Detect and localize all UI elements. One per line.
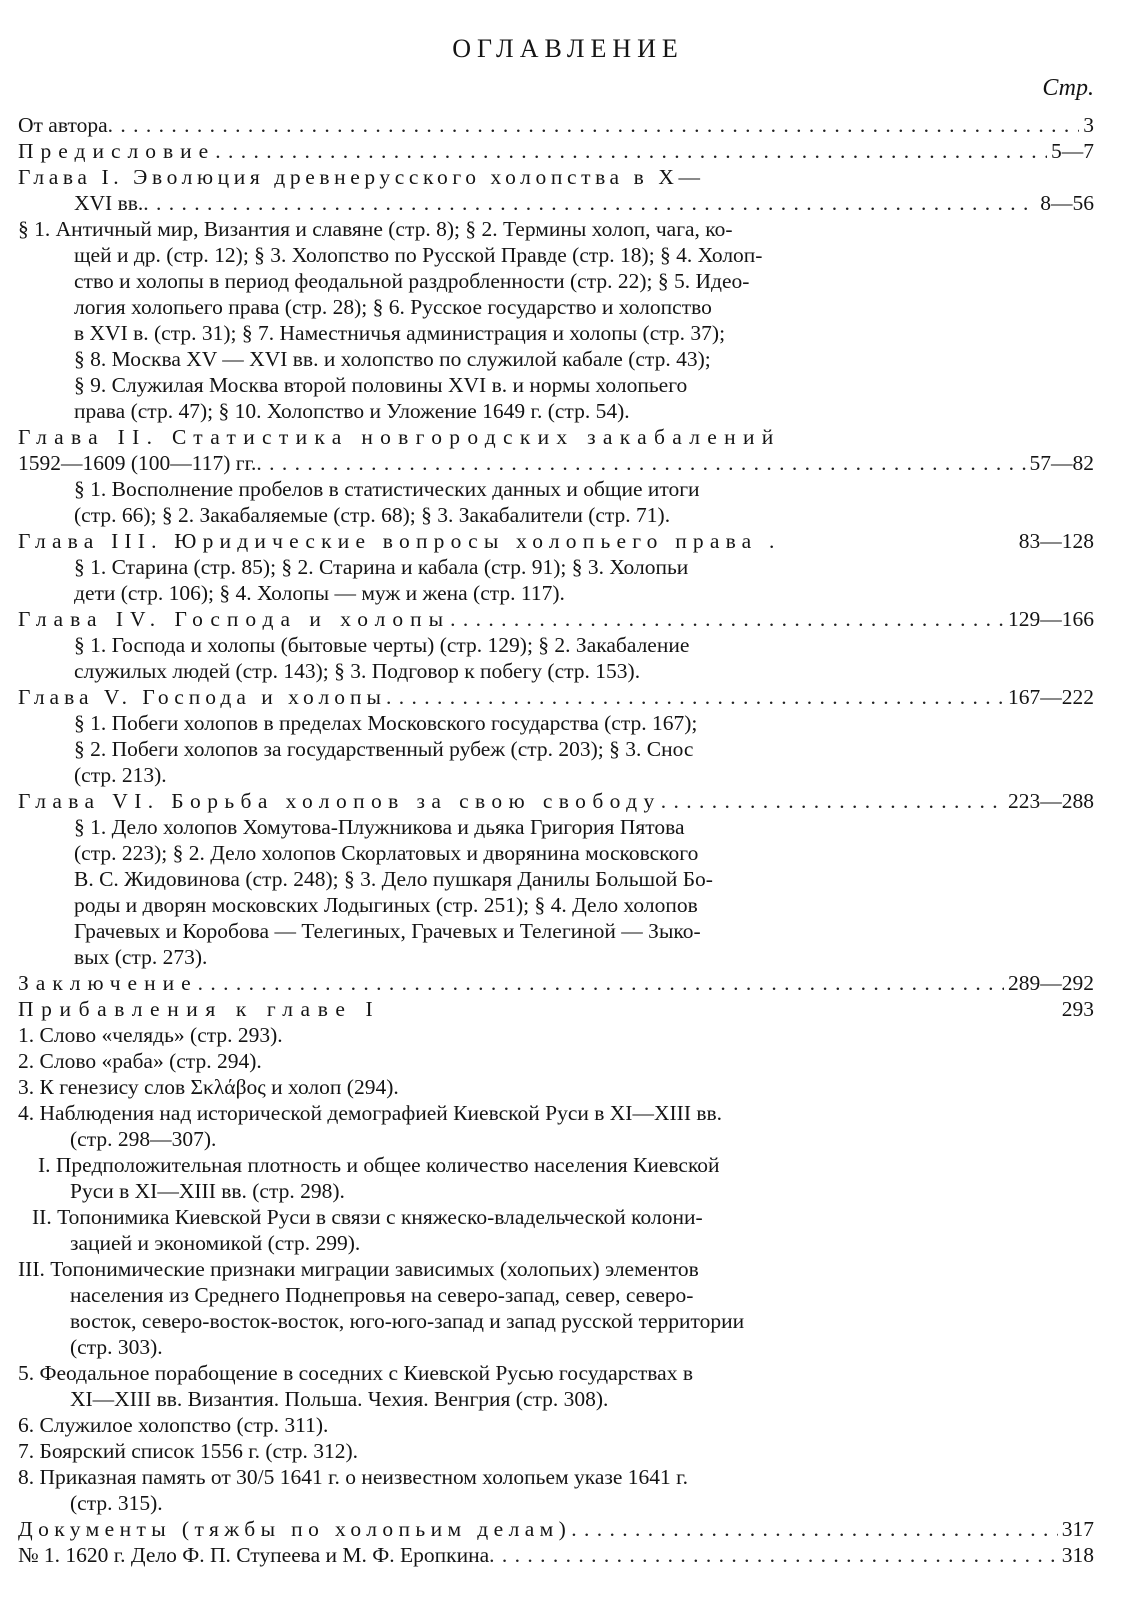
leader-dots xyxy=(489,1542,1058,1568)
toc-entry-title: № 1. 1620 г. Дело Ф. П. Ступеева и М. Ф. Еропкина xyxy=(18,1543,490,1567)
toc-chapter-4-section-line: § 1. Господа и холопы (бытовые черты) (стр. 129); § 2. Закабаление xyxy=(74,633,690,657)
toc-chapter-6-section-line: вых (стр. 273). xyxy=(74,945,208,969)
toc-appendix-line: зацией и экономикой (стр. 299). xyxy=(70,1231,361,1255)
toc-entry-page: 3 xyxy=(1083,113,1094,137)
toc-chapter-2-section-line: (стр. 66); § 2. Закабаляемые (стр. 68); § 3. Закабалители (стр. 71). xyxy=(74,503,671,527)
toc-entry-page: 317 xyxy=(1061,1517,1094,1541)
toc-entry-page: 293 xyxy=(1061,997,1094,1021)
toc-chapter-6-section-line: § 1. Дело холопов Хомутова-Плужникова и дьяка Григория Пятова xyxy=(74,815,685,839)
toc-entry-author xyxy=(18,112,1094,138)
toc-chapter-1-section-line: § 1. Античный мир, Византия и славяне (стр. 8); § 2. Термины холоп, чага, ко- xyxy=(18,217,733,241)
toc-entry-title: Глава III. Юридические вопросы холопьего права . xyxy=(18,529,781,553)
toc-chapter-3-section-line: дети (стр. 106); § 4. Холопы — муж и жена (стр. 117). xyxy=(74,581,565,605)
toc-chapter-1-section-line: § 8. Москва XV — XVI вв. и холопство по служилой кабале (стр. 43); xyxy=(74,347,711,371)
toc-entry-preface xyxy=(18,138,1094,164)
toc-chapter-3-section-line: § 1. Старина (стр. 85); § 2. Старина и кабала (стр. 91); § 3. Холопьи xyxy=(74,555,689,579)
toc-appendix-line: XI—XIII вв. Византия. Польша. Чехия. Венгрия (стр. 308). xyxy=(70,1387,609,1411)
leader-dots xyxy=(143,190,1036,216)
leader-dots xyxy=(661,788,1004,814)
toc-chapter-5-section-line: § 2. Побеги холопов за государственный рубеж (стр. 203); § 3. Снос xyxy=(74,737,694,761)
page-column-header: Стр. xyxy=(1042,75,1094,101)
toc-appendix-line: 2. Слово «раба» (стр. 294). xyxy=(18,1049,262,1073)
toc-appendix-line: 6. Служилое холопство (стр. 311). xyxy=(18,1413,329,1437)
page-title: ОГЛАВЛЕНИЕ xyxy=(452,34,684,63)
toc-appendix-line: 4. Наблюдения над исторической демографией Киевской Руси в XI—XIII вв. xyxy=(18,1101,723,1125)
toc-chapter-2 xyxy=(18,450,1094,476)
toc-entry-documents xyxy=(18,1516,1094,1542)
toc-chapter-5-section-line: § 1. Побеги холопов в пределах Московского государства (стр. 167); xyxy=(74,711,698,735)
toc-entry-document-1 xyxy=(18,1542,1094,1568)
leader-dots xyxy=(108,112,1080,138)
leader-dots xyxy=(256,450,1025,476)
toc-chapter-6-section-line: (стр. 223); § 2. Дело холопов Скорлатовых и дворянина московского xyxy=(74,841,699,865)
leader-dots xyxy=(215,138,1047,164)
toc-entry-title: Прибавления к главе I xyxy=(18,997,381,1021)
toc-entry-title: Заключение xyxy=(18,971,198,995)
toc-chapter-6 xyxy=(18,788,1094,814)
toc-entry-title: 1592—1609 (100—117) гг. xyxy=(18,451,257,475)
toc-appendix-line: 3. К генезису слов Σκλάβος и холоп (294). xyxy=(18,1075,399,1099)
toc-entry-page: 318 xyxy=(1061,1543,1094,1567)
toc-appendix-line: 1. Слово «челядь» (стр. 293). xyxy=(18,1023,283,1047)
toc-appendix-line: восток, северо-восток-восток, юго-юго-запад и запад русской территории xyxy=(70,1309,745,1333)
toc-entry-page: 289—292 xyxy=(1008,971,1094,995)
toc-chapter-1 xyxy=(18,190,1094,216)
toc-appendix-line: (стр. 303). xyxy=(70,1335,163,1359)
leader-dots xyxy=(386,684,1004,710)
toc-appendix-line: (стр. 298—307). xyxy=(70,1127,217,1151)
toc-chapter-2-title: Глава II. Статистика новгородских закабалений xyxy=(18,425,781,449)
toc-chapter-6-section-line: роды и дворян московских Лодыгиных (стр. 251); § 4. Дело холопов xyxy=(74,893,698,917)
toc-entry-title: От автора xyxy=(18,113,108,137)
toc-entry-page: 8—56 xyxy=(1040,191,1094,215)
toc-chapter-6-section-line: Грачевых и Коробова — Телегиных, Грачевых и Телегиной — Зыко- xyxy=(74,919,701,943)
toc-appendix-line: 7. Боярский список 1556 г. (стр. 312). xyxy=(18,1439,359,1463)
toc-entry-title: Глава V. Господа и холопы xyxy=(18,685,386,709)
toc-chapter-1-section-line: логия холопьего права (стр. 28); § 6. Русское государство и холопство xyxy=(74,295,712,319)
toc-chapter-1-section-line: права (стр. 47); § 10. Холопство и Уложение 1649 г. (стр. 54). xyxy=(74,399,630,423)
toc-chapter-1-section-line: ство и холопы в период феодальной раздробленности (стр. 22); § 5. Идео- xyxy=(74,269,750,293)
toc-appendix-line: Руси в XI—XIII вв. (стр. 298). xyxy=(70,1179,345,1203)
toc-entry-page: 129—166 xyxy=(1008,607,1094,631)
toc-entry-page: 223—288 xyxy=(1008,789,1094,813)
leader-dots xyxy=(450,606,1004,632)
leader-dots xyxy=(198,970,1004,996)
leader-dots xyxy=(571,1516,1058,1542)
toc-appendix-line: (стр. 315). xyxy=(70,1491,163,1515)
toc-chapter-5-section-line: (стр. 213). xyxy=(74,763,167,787)
toc-entry-appendices xyxy=(18,996,1094,1022)
toc-entry-title: XVI вв. xyxy=(74,191,144,215)
toc-entry-page: 5—7 xyxy=(1051,139,1094,163)
toc-chapter-1-title: Глава I. Эволюция древнерусского холопства в X— xyxy=(18,165,705,189)
toc-entry-title: Глава VI. Борьба холопов за свою свободу xyxy=(18,789,661,813)
table-of-contents xyxy=(18,112,1094,1568)
toc-chapter-1-section-line: § 9. Служилая Москва второй половины XVI в. и нормы холопьего xyxy=(74,373,688,397)
toc-appendix-line: II. Топонимика Киевской Руси в связи с княжеско-владельческой колони- xyxy=(32,1205,703,1229)
toc-chapter-4 xyxy=(18,606,1094,632)
toc-entry-title: Предисловие xyxy=(18,139,216,163)
toc-appendix-line: населения из Среднего Поднепровья на северо-запад, север, северо- xyxy=(70,1283,694,1307)
toc-appendix-line: III. Топонимические признаки миграции зависимых (холопьих) элементов xyxy=(18,1257,699,1281)
toc-chapter-3 xyxy=(18,528,1094,554)
toc-entry-page: 167—222 xyxy=(1008,685,1094,709)
toc-chapter-5 xyxy=(18,684,1094,710)
toc-chapter-4-section-line: служилых людей (стр. 143); § 3. Подговор к побегу (стр. 153). xyxy=(74,659,641,683)
toc-entry-title: Глава IV. Господа и холопы xyxy=(18,607,451,631)
toc-chapter-6-section-line: В. С. Жидовинова (стр. 248); § 3. Дело пушкаря Данилы Большой Бо- xyxy=(74,867,713,891)
toc-appendix-line: 5. Феодальное порабощение в соседних с Киевской Русью государствах в xyxy=(18,1361,693,1385)
toc-appendix-line: I. Предположительная плотность и общее количество населения Киевской xyxy=(38,1153,720,1177)
toc-entry-conclusion xyxy=(18,970,1094,996)
toc-chapter-1-section-line: в XVI в. (стр. 31); § 7. Наместничья администрация и холопы (стр. 37); xyxy=(74,321,726,345)
toc-appendix-line: 8. Приказная память от 30/5 1641 г. о неизвестном холопьем указе 1641 г. xyxy=(18,1465,688,1489)
toc-entry-page: 83—128 xyxy=(1018,529,1094,553)
toc-chapter-2-section-line: § 1. Восполнение пробелов в статистических данных и общие итоги xyxy=(74,477,700,501)
toc-entry-title: Документы (тяжбы по холопьим делам) xyxy=(18,1517,572,1541)
toc-chapter-1-section-line: щей и др. (стр. 12); § 3. Холопство по Русской Правде (стр. 18); § 4. Холоп- xyxy=(74,243,763,267)
toc-entry-page: 57—82 xyxy=(1029,451,1094,475)
